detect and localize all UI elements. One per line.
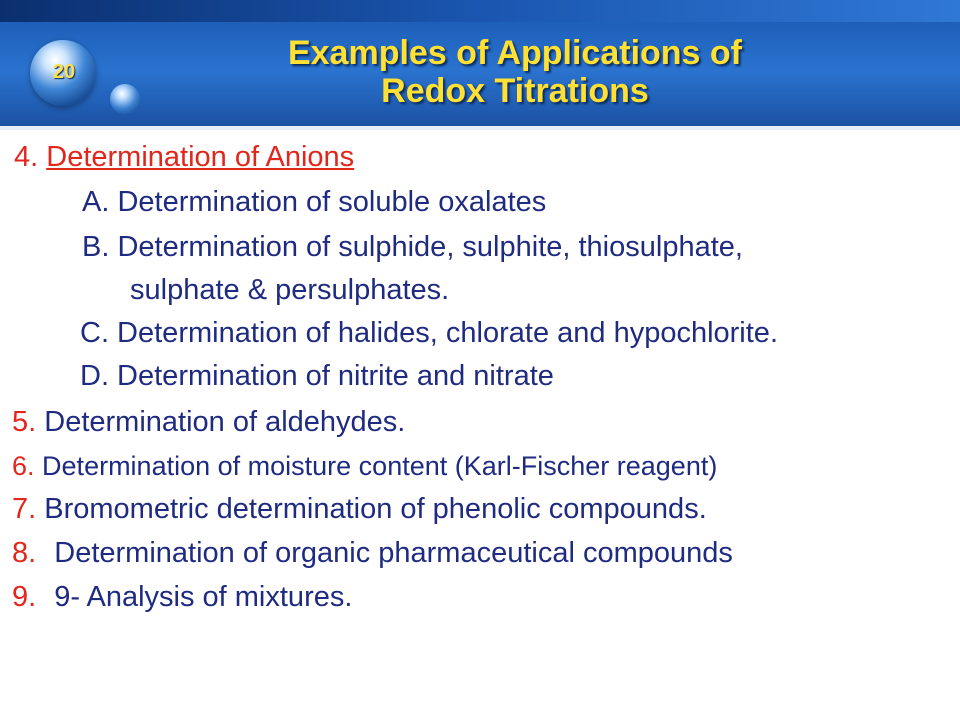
list-item-6 bbox=[12, 448, 717, 484]
sphere-small-icon bbox=[110, 84, 140, 114]
list-item-text: Determination of organic pharmaceutical compounds bbox=[54, 537, 733, 569]
slide-title bbox=[190, 34, 840, 110]
list-item-7 bbox=[12, 491, 707, 527]
sub-item-b-continued: sulphate & persulphates. bbox=[130, 274, 450, 306]
section-heading-text: Determination of Anions bbox=[46, 141, 355, 173]
slide-title-line1: Examples of Applications of bbox=[287, 34, 743, 72]
list-item-5 bbox=[12, 404, 405, 440]
list-item-text: Determination of moisture content (Karl-Fischer reagent) bbox=[42, 451, 718, 481]
list-item-text: Determination of aldehydes. bbox=[44, 406, 406, 438]
list-item-number: 5. bbox=[12, 406, 37, 438]
top-accent-bar bbox=[0, 0, 960, 22]
slide-title-line2: Redox Titrations bbox=[381, 72, 649, 110]
list-item-text: Bromometric determination of phenolic compounds. bbox=[44, 493, 707, 525]
list-item-number: 7. bbox=[12, 493, 37, 525]
section-heading bbox=[14, 139, 354, 175]
sub-item-b: B. Determination of sulphide, sulphite, thiosulphate, bbox=[82, 231, 743, 263]
list-item-9 bbox=[12, 579, 352, 615]
list-item-number: 6. bbox=[12, 451, 35, 481]
sub-item-c: C. Determination of halides, chlorate and hypochlorite. bbox=[80, 317, 778, 349]
section-heading-number: 4. bbox=[14, 141, 39, 173]
sub-item-a: A. Determination of soluble oxalates bbox=[82, 186, 547, 218]
slide-number: 20 bbox=[52, 61, 76, 83]
list-item-text: 9- Analysis of mixtures. bbox=[54, 581, 353, 613]
sub-item-d: D. Determination of nitrite and nitrate bbox=[80, 360, 554, 392]
list-item-number: 9. bbox=[12, 581, 37, 613]
list-item-number: 8. bbox=[12, 537, 37, 569]
list-item-8 bbox=[12, 535, 733, 571]
